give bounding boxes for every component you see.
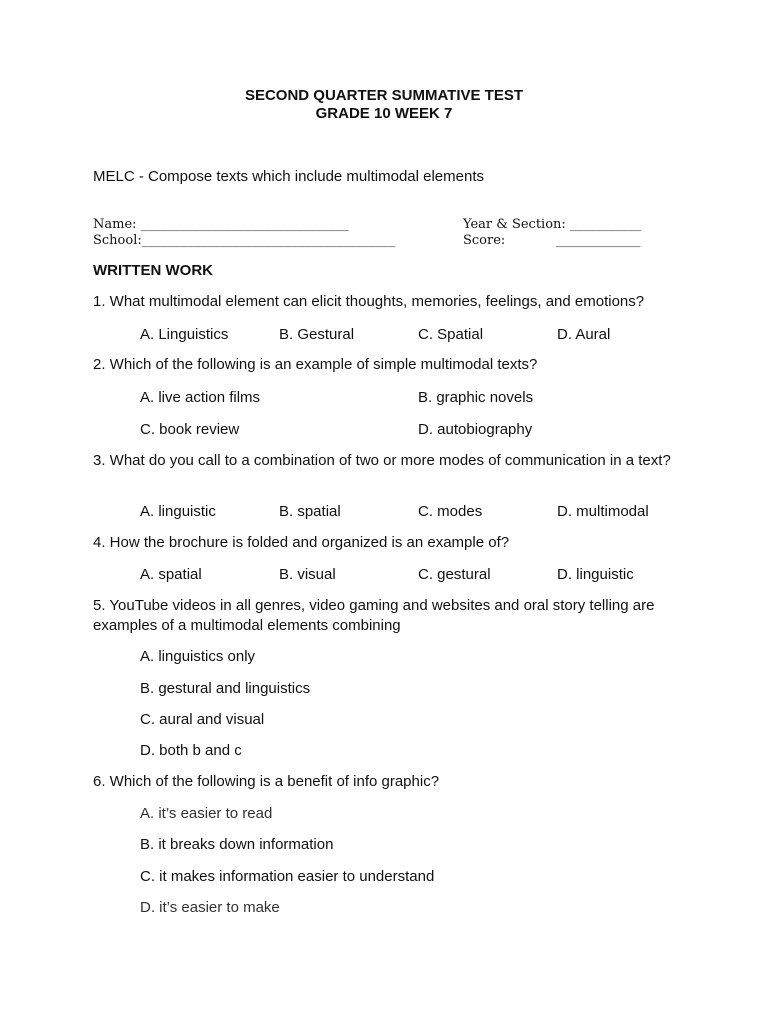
q2-option-a: A. live action films <box>140 389 261 406</box>
question-6: 6. Which of the following is a benefit of info graphic? <box>93 773 440 790</box>
q6-option-d: D. it’s easier to make <box>140 899 280 916</box>
q4-option-d: D. linguistic <box>557 566 634 583</box>
q4-option-c: C. gestural <box>418 566 491 583</box>
question-2: 2. Which of the following is an example of simple multimodal texts? <box>93 356 538 373</box>
q3-option-a: A. linguistic <box>140 503 216 520</box>
q4-option-a: A. spatial <box>140 566 202 583</box>
q2-option-b: B. graphic novels <box>418 389 534 406</box>
q6-option-b: B. it breaks down information <box>140 836 334 853</box>
test-title: SECOND QUARTER SUMMATIVE TEST <box>244 87 524 104</box>
q3-option-b: B. spatial <box>279 503 341 520</box>
q3-option-d: D. multimodal <box>557 503 649 520</box>
q6-option-c: C. it makes information easier to understand <box>140 868 435 885</box>
score-label: Score: <box>463 233 506 248</box>
name-field: Name: ________________________________ <box>93 217 349 232</box>
q1-option-c: C. Spatial <box>418 326 484 343</box>
question-4: 4. How the brochure is folded and organized is an example of? <box>93 534 510 551</box>
test-subtitle: GRADE 10 WEEK 7 <box>315 105 453 122</box>
q1-option-b: B. Gestural <box>279 326 355 343</box>
school-field: School:_______________________________________ <box>93 233 396 248</box>
year-section-field: Year & Section: ___________ <box>463 217 642 232</box>
q4-option-b: B. visual <box>279 566 336 583</box>
melc-statement: MELC - Compose texts which include multimodal elements <box>93 168 484 185</box>
q1-option-a: A. Linguistics <box>140 326 229 343</box>
q1-option-d: D. Aural <box>557 326 611 343</box>
question-1: 1. What multimodal element can elicit thoughts, memories, feelings, and emotions? <box>93 293 645 310</box>
q2-option-c: C. book review <box>140 421 240 438</box>
section-title: WRITTEN WORK <box>93 262 213 279</box>
q2-option-d: D. autobiography <box>418 421 533 438</box>
q5-option-b: B. gestural and linguistics <box>140 680 311 697</box>
question-3: 3. What do you call to a combination of two or more modes of communication in a text? <box>93 452 671 469</box>
q5-option-a: A. linguistics only <box>140 648 256 665</box>
q6-option-a: A. it’s easier to read <box>140 805 273 822</box>
q3-option-c: C. modes <box>418 503 483 520</box>
score-field: _____________ <box>556 233 641 248</box>
q5-option-c: C. aural and visual <box>140 711 265 728</box>
q5-option-d: D. both b and c <box>140 742 242 759</box>
question-5: 5. YouTube videos in all genres, video gaming and websites and oral story telling are examples of a multimodal elements combining <box>93 597 655 634</box>
